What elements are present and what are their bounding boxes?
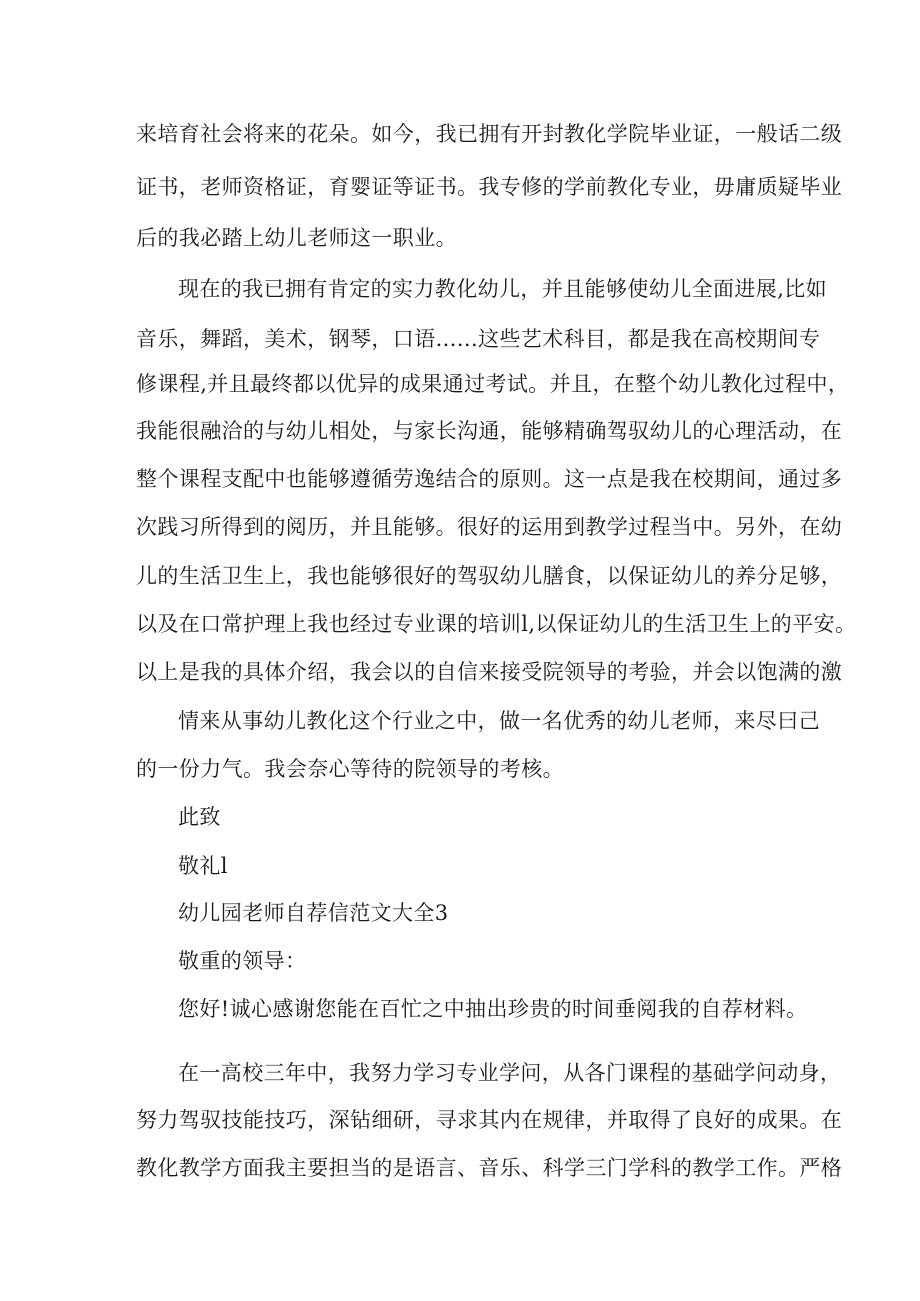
text-line: 来培育社会将来的花朵。如今，我已拥有开封教化学院毕业证，一般话二级 (136, 122, 843, 146)
text-line: 以上是我的具体介绍，我会以的自信来接受院领导的考验，并会以饱满的激 (136, 660, 843, 684)
text-line: 在一高校三年中，我努力学习专业学问，从各门课程的基础学问动身， (178, 1061, 842, 1085)
text-line: 我能很融洽的与幼儿相处，与家长沟通，能够精确驾驭幼儿的心理活动，在 (136, 419, 843, 443)
text-line: 的一份力气。我会奈心等待的院领导的考核。 (136, 757, 564, 781)
text-line: 情来从事幼儿教化这个行业之中，做一名优秀的幼儿老师，来尽曰己 (178, 709, 820, 733)
text-line: 次践习所得到的阅历，并且能够。很好的运用到教学过程当中。另外，在幼 (136, 515, 843, 539)
text-line: 后的我必踏上幼儿老师这一职业。 (136, 226, 457, 250)
text-line: 整个课程支配中也能够遵循劳逸结合的原则。这一点是我在校期间，通过多 (136, 467, 843, 491)
text-line: 证书，老师资格证，育婴证等证书。我专修的学前教化专业，毋庸质疑毕业 (136, 175, 843, 199)
text-line: 修课程,并且最终都以优异的成果通过考试。并且，在整个幼儿教化过程中， (136, 372, 850, 396)
text-line: 教化教学方面我主要担当的是语言、音乐、科学三门学科的教学工作。严格 (136, 1156, 843, 1180)
text-line: 音乐，舞蹈，美术，钢琴，口语......这些艺术科目，都是我在高校期间专 (136, 327, 821, 351)
salutation-closing: 此致 (178, 805, 221, 829)
text-line: 现在的我已拥有肯定的实力教化幼儿，并且能够使幼儿全面进展,比如 (178, 277, 828, 301)
salutation-regards: 敬礼l (178, 854, 228, 878)
text-line: 儿的生活卫生上，我也能够很好的驾驭幼儿膳食，以保证幼儿的养分足够， (136, 564, 843, 588)
text-line: 以及在口常护理上我也经过专业课的培训l,以保证幼儿的生活卫生上的平安。 (136, 612, 857, 636)
section-heading: 幼儿园老师自荐信范文大全3 (178, 901, 449, 925)
text-line: 您好!诚心感谢您能在百忙之中抽出珍贵的时间垂阅我的自荐材料。 (178, 997, 808, 1021)
greeting-line: 敬重的领导： (178, 949, 307, 973)
text-line: 努力驾驭技能技巧，深钻细研，寻求其内在规律，并取得了良好的成果。在 (136, 1108, 843, 1132)
